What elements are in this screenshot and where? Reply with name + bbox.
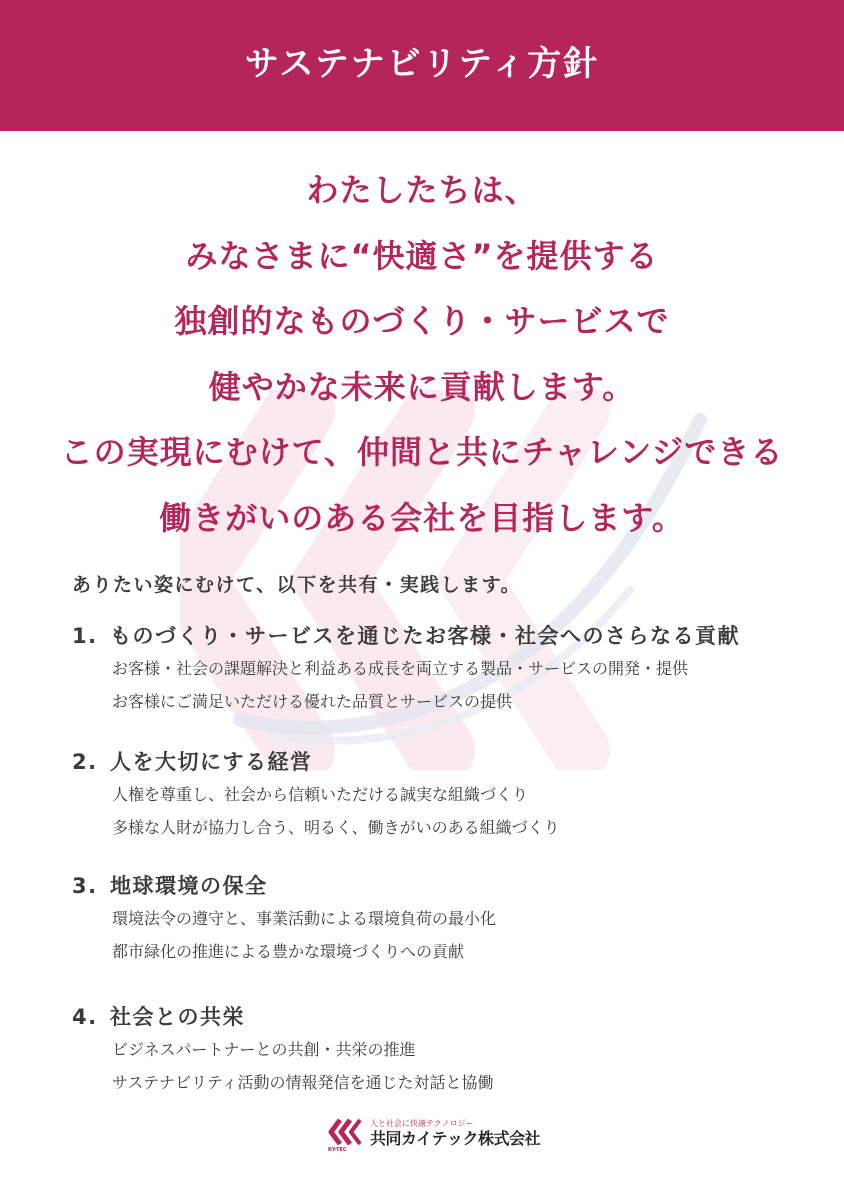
section-title <box>72 1001 812 1033</box>
mission-line: わたしたちは、 <box>306 171 538 209</box>
section-title-text: 社会との共栄 <box>110 1005 245 1029</box>
policy-section-2 <box>72 746 812 844</box>
company-logo <box>328 1114 540 1154</box>
logo-mark-label: KY-TEC <box>328 1147 347 1153</box>
section-title <box>72 620 812 652</box>
section-item: サステナビリティ活動の情報発信を通じた対話と協働 <box>112 1073 494 1092</box>
mission-line: この実現にむけて、仲間と共にチャレンジできる <box>60 433 784 471</box>
mission-statement <box>0 158 844 551</box>
section-item: ビジネスパートナーとの共創・共栄の推進 <box>112 1040 416 1059</box>
section-item: 多様な人財が協力し合う、明るく、働きがいのある組織づくり <box>112 818 560 837</box>
company-tagline: 人と社会に快適テクノロジー <box>370 1119 474 1128</box>
section-number: 3. <box>72 874 98 898</box>
section-number: 2. <box>72 750 98 774</box>
logo-text <box>370 1119 540 1149</box>
header-banner <box>0 0 844 131</box>
policy-section-1 <box>72 620 812 718</box>
section-item: 環境法令の遵守と、事業活動による環境負荷の最小化 <box>112 909 497 928</box>
mission-line: みなさまに“快適さ”を提供する <box>185 236 659 275</box>
company-name: 共同カイテック株式会社 <box>370 1129 541 1148</box>
intro-text: ありたい姿にむけて、以下を共有・実践します。 <box>72 574 522 596</box>
ky-tec-logo-icon <box>328 1117 364 1151</box>
mission-line: 働きがいのある会社を目指します。 <box>159 498 685 537</box>
section-number: 4. <box>72 1005 98 1029</box>
policy-section-4 <box>72 1001 812 1099</box>
section-title-text: 人を大切にする経営 <box>110 750 313 774</box>
page-title: サステナビリティ方針 <box>244 44 600 84</box>
section-title-text: 地球環境の保全 <box>110 874 268 898</box>
mission-line: 独創的なものづくり・サービスで <box>174 302 670 340</box>
section-item: 都市緑化の推進による豊かな環境づくりへの貢献 <box>112 942 465 961</box>
section-number: 1. <box>72 624 98 648</box>
policy-section-3 <box>72 870 812 968</box>
section-item: お客様にご満足いただける優れた品質とサービスの提供 <box>112 692 513 711</box>
mission-line: 健やかな未来に貢献します。 <box>208 367 636 406</box>
section-item: お客様・社会の課題解決と利益ある成長を両立する製品・サービスの開発・提供 <box>112 659 689 678</box>
section-title <box>72 746 812 778</box>
section-title <box>72 870 812 902</box>
section-title-text: ものづくり・サービスを通じたお客様・社会へのさらなる貢献 <box>110 624 740 648</box>
section-item: 人権を尊重し、社会から信頼いただける誠実な組織づくり <box>112 785 529 804</box>
